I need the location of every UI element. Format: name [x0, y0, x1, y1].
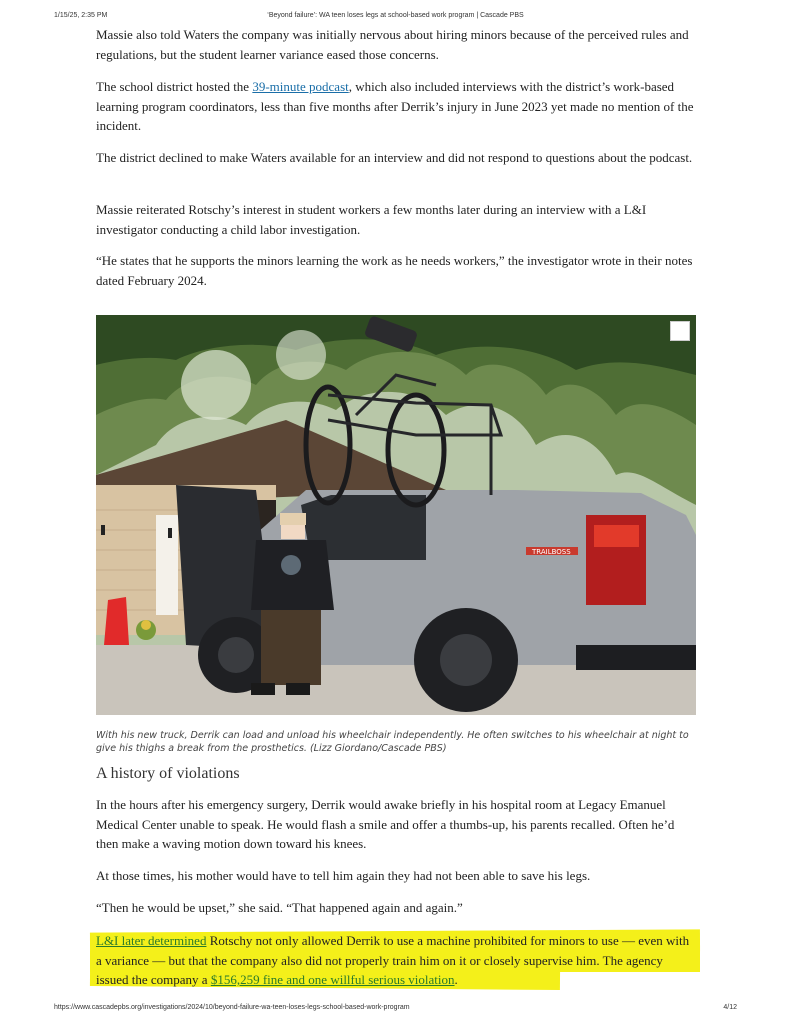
- podcast-link[interactable]: 39-minute podcast: [252, 79, 349, 94]
- article-paragraph: Massie also told Waters the company was initially nervous about hiring minors because of the perceived rules and regulations, but the student learner variance eased those concerns.: [96, 27, 689, 62]
- article-paragraph: “He states that he supports the minors learning the work as he needs workers,” the investigator wrote in their notes dated February 2024.: [96, 253, 693, 288]
- print-date: 1/15/25, 2:35 PM: [54, 12, 108, 19]
- article-paragraph-highlighted: [96, 931, 696, 990]
- paragraph-text: .: [454, 972, 458, 987]
- article-paragraph: [96, 77, 696, 136]
- article-paragraph: In the hours after his emergency surgery, Derrik would awake briefly in his hospital room at Legacy Emanuel Medical Center unable to speak. He would flash a smile and offer a thumbs-up, his parents recalled. Often he’d then make a waving motion down toward his knees.: [96, 797, 675, 851]
- paragraph-text: , which also included interviews with the district’s work-based learning program coordinators, less than five months after Derrik’s injury in June 2023 yet made no mention of the incident.: [96, 79, 694, 133]
- article-paragraph: The district declined to make Waters available for an interview and did not respond to questions about the podcast.: [96, 150, 693, 165]
- paragraph-text: Rotschy not only allowed Derrik to use a machine prohibited for minors to use — even with a variance — but that the company also did not properly train him on it or closely supervise him. The agency issued the company a: [96, 933, 690, 987]
- article-paragraph: “Then he would be upset,” she said. “That happened again and again.”: [96, 900, 463, 915]
- section-heading: A history of violations: [96, 765, 240, 782]
- truck-badge: TRAILBOSS: [532, 548, 571, 556]
- print-page-title: ‘Beyond failure’: WA teen loses legs at school-based work program | Cascade PBS: [267, 12, 524, 19]
- li-determination-link[interactable]: L&I later determined: [96, 933, 207, 948]
- fine-violation-link[interactable]: $156,259 fine and one willful serious violation: [210, 972, 455, 987]
- article-photo-derrik-truck: [96, 315, 696, 715]
- print-url: https://www.cascadepbs.org/investigations/2024/10/beyond-failure-wa-teen-loses-legs-school-based-work-program: [54, 1004, 410, 1011]
- print-page-number: 4/12: [723, 1004, 737, 1011]
- image-select-checkbox[interactable]: [670, 321, 690, 341]
- article-paragraph: At those times, his mother would have to tell him again they had not been able to save his legs.: [96, 868, 591, 883]
- article-paragraph: Massie reiterated Rotschy’s interest in student workers a few months later during an interview with a L&I investigator conducting a child labor investigation.: [96, 202, 647, 237]
- photo-caption: With his new truck, Derrik can load and unload his wheelchair independently. He often switches to his wheelchair at night to give his thighs a break from the prosthetics. (Lizz Giordano/Cascade PBS): [96, 730, 689, 754]
- paragraph-text: The school district hosted the: [96, 79, 253, 94]
